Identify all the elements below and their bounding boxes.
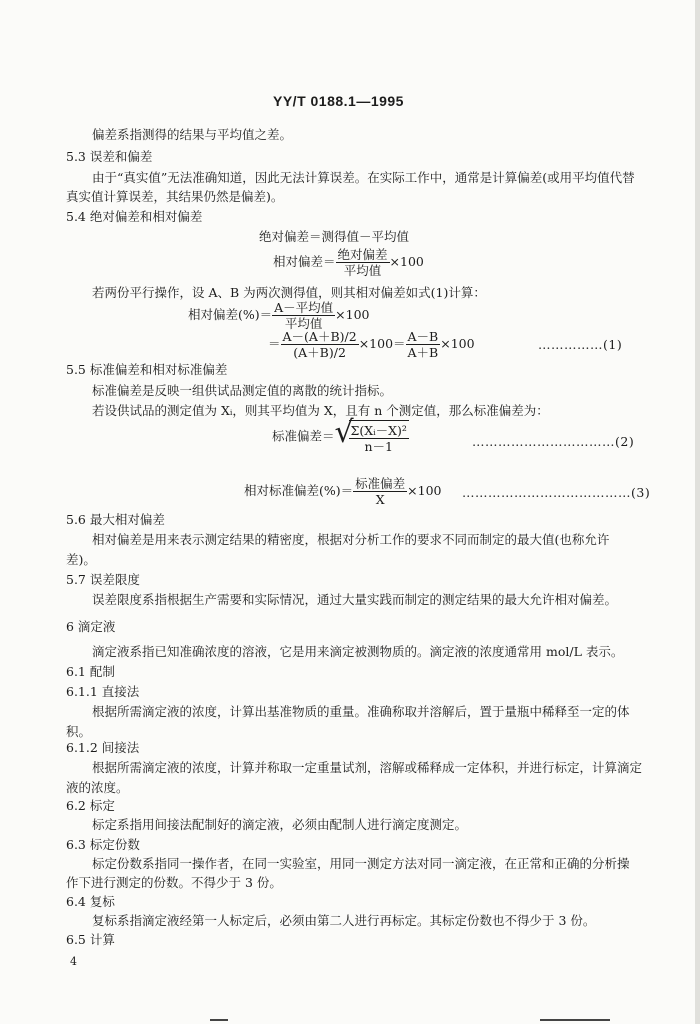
section-heading-6-1: 6.1 配制 <box>66 664 115 679</box>
equation-number-3: …………………………………(3) <box>462 485 651 500</box>
section-heading-5-3: 5.3 误差和偏差 <box>66 149 153 164</box>
scan-mark <box>540 1019 610 1021</box>
paragraph-line: 由于“真实值”无法准确知道，因此无法计算误差。在实际工作中，通常是计算偏差(或用平均值代替 <box>92 170 635 185</box>
fraction <box>281 329 359 360</box>
fraction <box>406 329 441 360</box>
paragraph-line: 复标系指滴定液经第一人标定后，必须由第二人进行再标定。其标定份数也不得少于 3 份。 <box>92 913 596 928</box>
equation-1-line-2 <box>268 329 475 360</box>
fraction <box>336 247 390 278</box>
fraction <box>272 300 335 331</box>
equation-3 <box>244 476 442 507</box>
equation-1-line-1 <box>188 300 370 331</box>
section-heading-6-5: 6.5 计算 <box>66 932 115 947</box>
numerator: A－平均值 <box>274 300 334 315</box>
equals-sign: ＝ <box>268 336 281 351</box>
scan-edge <box>695 0 700 1024</box>
denominator: 平均值 <box>284 316 323 331</box>
section-heading-5-6: 5.6 最大相对偏差 <box>66 512 165 527</box>
paragraph-line: 标定系指用间接法配制好的滴定液，必须由配制人进行滴定度测定。 <box>92 817 468 832</box>
denominator: n－1 <box>364 439 393 454</box>
paragraph-line: 若设供试品的测定值为 Xᵢ，则其平均值为 X，且有 n 个测定值，那么标准偏差为： <box>92 403 549 418</box>
multiplier: ×100＝ <box>358 336 406 351</box>
denominator: A＋B <box>407 345 439 360</box>
paragraph-line: 积。 <box>66 724 92 739</box>
paragraph-line: 真实值计算误差，其结果仍然是偏差)。 <box>66 189 284 204</box>
paragraph-line: 标定份数系指同一操作者，在同一实验室，用同一测定方法对同一滴定液，在正常和正确的分析操 <box>92 856 630 871</box>
section-heading-6-4: 6.4 复标 <box>66 894 115 909</box>
section-heading-6-3: 6.3 标定份数 <box>66 837 140 852</box>
fraction <box>353 476 407 507</box>
paragraph-line: 作下进行测定的份数。不得少于 3 份。 <box>66 875 282 890</box>
section-heading-6-2: 6.2 标定 <box>66 798 115 813</box>
paragraph-line: 若两份平行操作，设 A、B 为两次测得值，则其相对偏差如式(1)计算： <box>92 285 486 300</box>
equation-2 <box>272 415 409 454</box>
paragraph-line: 相对偏差是用来表示测定结果的精密度，根据对分析工作的要求不同而制定的最大值(也称允许 <box>92 532 610 547</box>
numerator: Σ(Xᵢ－X)² <box>350 423 407 438</box>
paragraph-line: 根据所需滴定液的浓度，计算出基准物质的重量。准确称取并溶解后，置于量瓶中稀释至一定的体 <box>92 704 630 719</box>
paragraph-line: 差)。 <box>66 552 96 567</box>
page-number: 4 <box>70 955 77 968</box>
multiplier: ×100 <box>440 336 475 351</box>
equation-number-1: ……………(1) <box>538 337 623 352</box>
numerator: A－(A＋B)/2 <box>282 329 357 344</box>
paragraph-line: 液的浓度。 <box>66 780 129 795</box>
paragraph-line: 根据所需滴定液的浓度，计算并称取一定重量试剂，溶解或稀释成一定体积，并进行标定，计算滴定 <box>92 760 643 775</box>
equation-absolute-deviation: 绝对偏差＝测得值－平均值 <box>259 229 410 244</box>
equation-lhs: 相对偏差(%)＝ <box>188 307 273 322</box>
equation-relative-deviation <box>273 247 424 278</box>
equation-lhs: 标准偏差＝ <box>272 428 335 444</box>
section-heading-6-1-2: 6.1.2 间接法 <box>66 740 140 755</box>
standard-code-header: YY/T 0188.1—1995 <box>273 93 404 109</box>
fraction <box>349 423 409 454</box>
denominator: X <box>375 492 385 507</box>
equation-lhs: 相对标准偏差(%)＝ <box>244 483 354 498</box>
multiplier: ×100 <box>335 307 370 322</box>
multiplier: ×100 <box>389 254 424 269</box>
scan-mark <box>210 1019 228 1021</box>
square-root <box>334 415 409 454</box>
section-heading-6: 6 滴定液 <box>66 619 116 634</box>
section-heading-5-7: 5.7 误差限度 <box>66 572 140 587</box>
equation-lhs: 相对偏差＝ <box>273 254 336 269</box>
denominator: 平均值 <box>343 263 382 278</box>
section-heading-5-4: 5.4 绝对偏差和相对偏差 <box>66 209 203 224</box>
paragraph-line: 偏差系指测得的结果与平均值之差。 <box>92 127 293 142</box>
denominator: (A＋B)/2 <box>293 345 346 360</box>
paragraph-line: 误差限度系指根据生产需要和实际情况，通过大量实践而制定的测定结果的最大允许相对偏差。 <box>92 592 618 607</box>
multiplier: ×100 <box>407 483 442 498</box>
paragraph-line: 标准偏差是反映一组供试品测定值的离散的统计指标。 <box>92 383 393 398</box>
paragraph-line: 滴定液系指已知准确浓度的溶液，它是用来滴定被测物质的。滴定液的浓度通常用 mol/L 表示。 <box>92 644 624 659</box>
equation-number-2: ……………………………(2) <box>472 434 635 449</box>
numerator: 绝对偏差 <box>337 247 388 262</box>
radical-sign: √ <box>334 415 354 450</box>
section-heading-6-1-1: 6.1.1 直接法 <box>66 684 140 699</box>
numerator: 标准偏差 <box>355 476 406 491</box>
section-heading-5-5: 5.5 标准偏差和相对标准偏差 <box>66 362 228 377</box>
numerator: A－B <box>407 329 439 344</box>
